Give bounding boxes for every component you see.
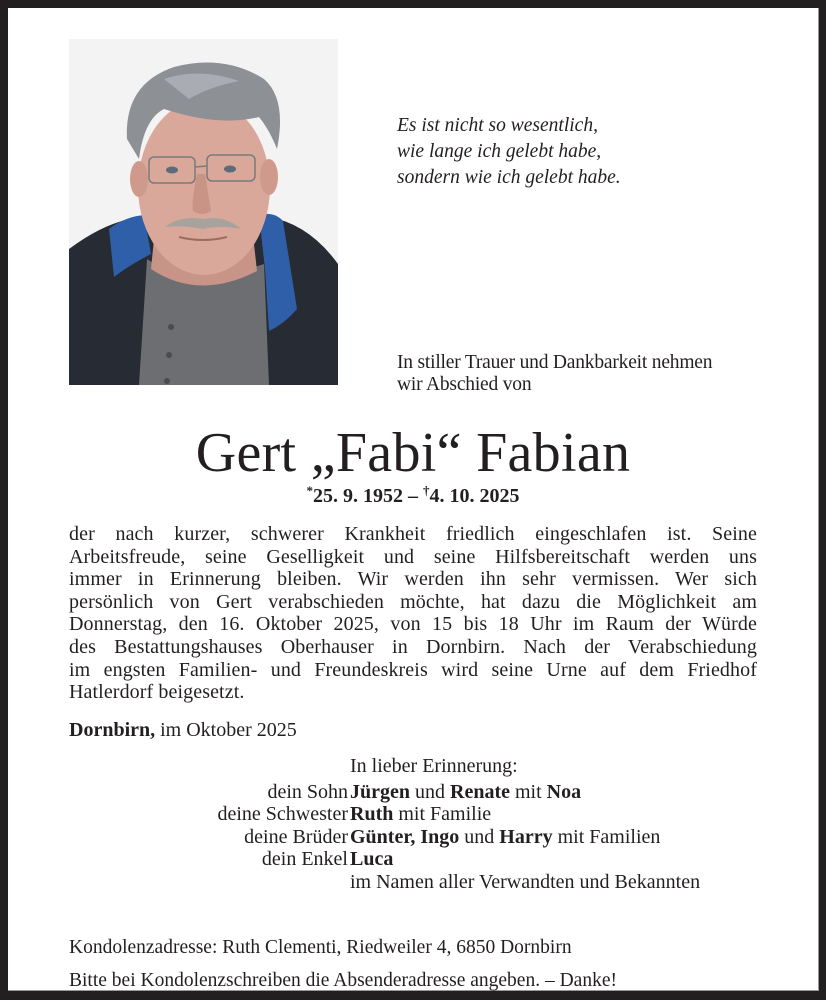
- mourner-relation: dein Sohn: [267, 781, 348, 803]
- death-symbol: †: [423, 483, 430, 498]
- mourner-name: Jürgen: [350, 781, 410, 803]
- mourners-list: [8, 781, 818, 893]
- intro-text: [397, 352, 712, 396]
- life-dates: [0, 484, 826, 508]
- body-line: im engsten Familien- und Freundeskreis wird seine Urne auf dem Friedhof: [69, 658, 757, 681]
- obituary-body: [69, 523, 757, 704]
- place-city: Dornbirn,: [69, 719, 156, 741]
- birth-date: 25. 9. 1952: [313, 485, 403, 507]
- mourner-row: [8, 826, 818, 848]
- mourner-name: Günter, Ingo: [350, 825, 460, 848]
- deceased-name: Gert „Fabi“ Fabian: [195, 422, 631, 484]
- body-line: immer in Erinnerung bleiben. Wir werden ihn sehr vermissen. Wer sich: [69, 568, 757, 591]
- mourner-name: Luca: [350, 848, 394, 871]
- body-line: Hatlerdorf beigesetzt.: [69, 681, 245, 704]
- mourner-row: [8, 871, 818, 893]
- connector-text: mit Familien: [552, 825, 661, 848]
- obituary-notice: [8, 8, 819, 991]
- remembrance-heading: In lieber Erinnerung:: [350, 755, 518, 777]
- intro-line: wir Abschied von: [397, 374, 532, 395]
- quote-line: sondern wie ich gelebt habe.: [397, 167, 621, 188]
- connector-text: und: [410, 781, 450, 803]
- mourner-name: Renate: [450, 781, 510, 803]
- mourner-relation: deine Schwester: [217, 803, 348, 826]
- body-line: des Bestattungshauses Oberhauser in Dornbirn. Nach der Verabschiedung: [69, 635, 757, 658]
- connector-text: und: [459, 825, 500, 848]
- mourner-row: [8, 803, 818, 825]
- connector-text: mit Familie: [393, 803, 492, 826]
- body-line: Arbeitsfreude, seine Geselligkeit und seine Hilfsbereitschaft werden uns: [69, 545, 757, 568]
- mourner-relation: dein Enkel: [261, 848, 348, 871]
- quote-line: Es ist nicht so wesentlich,: [397, 115, 598, 136]
- condolence-address: Kondolenzadresse: Ruth Clementi, Riedweiler 4, 6850 Dornbirn: [69, 937, 572, 958]
- mourner-name: Harry: [499, 825, 553, 848]
- body-line: der nach kurzer, schwerer Krankheit friedlich eingeschlafen ist. Seine: [69, 523, 757, 545]
- condolence-note: Bitte bei Kondolenzschreiben die Absenderadresse angeben. – Danke!: [69, 970, 617, 991]
- mourner-names: [350, 826, 660, 848]
- connector-text: mit: [509, 781, 547, 803]
- intro-line: In stiller Trauer und Dankbarkeit nehmen: [397, 352, 713, 373]
- portrait-photo: [69, 39, 338, 385]
- mourner-names: [350, 781, 581, 803]
- body-line: persönlich von Gert verabschieden möchte, hat dazu die Möglichkeit am: [69, 590, 757, 613]
- mourner-name: Noa: [546, 781, 582, 803]
- quote-line: wie lange ich gelebt habe,: [397, 141, 602, 162]
- mourner-name: Ruth: [350, 803, 394, 826]
- portrait-image: [69, 39, 338, 385]
- date-separator: –: [403, 485, 423, 507]
- quote: [397, 113, 621, 191]
- birth-symbol: *: [306, 483, 313, 498]
- mourner-names: [350, 803, 491, 825]
- place-date: im Oktober 2025: [155, 719, 297, 741]
- body-line: Donnerstag, den 16. Oktober 2025, von 15 bis 18 Uhr im Raum der Würde: [69, 613, 757, 636]
- mourner-row: [8, 848, 818, 870]
- mourner-row: [8, 781, 818, 803]
- place-and-date: [69, 718, 297, 742]
- mourner-relation: deine Brüder: [244, 825, 348, 848]
- mourners-closing: im Namen aller Verwandten und Bekannten: [350, 870, 701, 893]
- mourner-names: [350, 848, 393, 870]
- death-date: 4. 10. 2025: [429, 485, 520, 507]
